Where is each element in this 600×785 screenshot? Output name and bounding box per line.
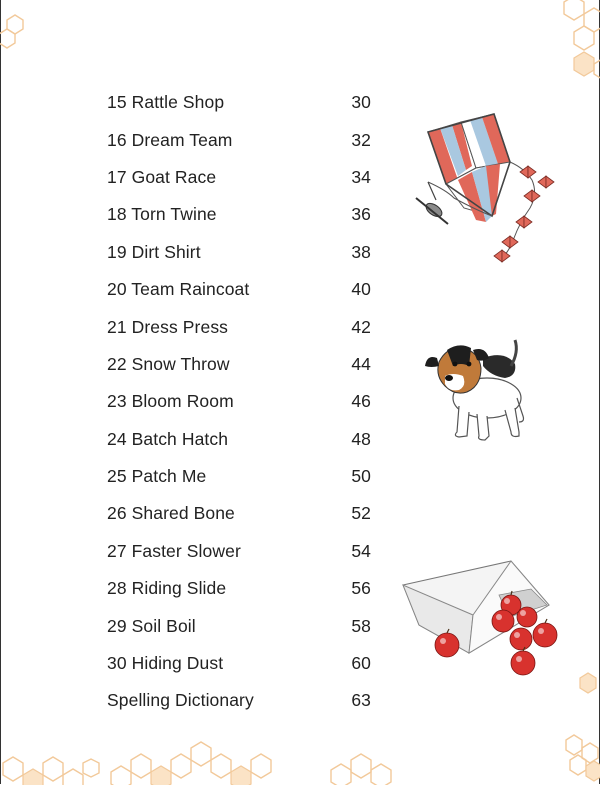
toc-entry: [107, 458, 371, 495]
honeycomb-top-right-decoration: [546, 0, 600, 95]
toc-entry-page-number: 40: [351, 279, 371, 300]
toc-entry-title: 30 Hiding Dust: [107, 653, 224, 674]
table-of-contents: [107, 84, 371, 720]
toc-entry-page-number: 36: [351, 204, 371, 225]
toc-entry: [107, 570, 371, 607]
toc-entry: [107, 271, 371, 308]
toc-entry-page-number: 44: [351, 353, 371, 374]
honeycomb-top-left-decoration: [1, 0, 31, 50]
toc-entry-page-number: 54: [351, 540, 371, 561]
toc-entry: [107, 121, 371, 158]
puppy-illustration: [419, 336, 534, 446]
toc-entry-page-number: 42: [351, 316, 371, 337]
toc-entry: [107, 421, 371, 458]
toc-entry: [107, 346, 371, 383]
toc-entry-page-number: 63: [351, 690, 371, 711]
toc-entry-page-number: 60: [351, 653, 371, 674]
toc-entry-title: 21 Dress Press: [107, 316, 229, 337]
toc-entry: [107, 196, 371, 233]
toc-entry-title: 19 Dirt Shirt: [107, 241, 201, 262]
toc-entry-page-number: 34: [351, 166, 371, 187]
toc-entry-title: 24 Batch Hatch: [107, 428, 229, 449]
toc-entry-page-number: 46: [351, 391, 371, 412]
toc-entry-title: 29 Soil Boil: [107, 615, 196, 636]
toc-entry-page-number: 50: [351, 466, 371, 487]
toc-entry-title: 28 Riding Slide: [107, 578, 227, 599]
toc-entry-page-number: 58: [351, 615, 371, 636]
toc-entry-title: 22 Snow Throw: [107, 353, 230, 374]
toc-entry: [107, 533, 371, 570]
apple-bag-illustration: [399, 555, 564, 680]
toc-entry: [107, 234, 371, 271]
toc-entry-page-number: 38: [351, 241, 371, 262]
kite-illustration: [406, 110, 576, 270]
toc-entry-page-number: 52: [351, 503, 371, 524]
toc-entry-title: 17 Goat Race: [107, 166, 217, 187]
toc-entry-title: 25 Patch Me: [107, 466, 207, 487]
toc-entry: [107, 607, 371, 644]
honeycomb-bottom-left-decoration: [1, 735, 111, 785]
toc-entry-page-number: 32: [351, 129, 371, 150]
toc-entry: [107, 645, 371, 682]
toc-entry: [107, 308, 371, 345]
toc-entry-title: 26 Shared Bone: [107, 503, 235, 524]
toc-entry: [107, 495, 371, 532]
toc-entry: [107, 84, 371, 121]
toc-entry-title: 18 Torn Twine: [107, 204, 217, 225]
toc-entry: [107, 682, 371, 719]
honeycomb-bottom-center-decoration: [101, 740, 401, 784]
toc-entry-title: 16 Dream Team: [107, 129, 233, 150]
toc-entry-page-number: 48: [351, 428, 371, 449]
toc-entry-title: 15 Rattle Shop: [107, 92, 225, 113]
toc-entry: [107, 383, 371, 420]
toc-entry-title: 27 Faster Slower: [107, 540, 241, 561]
toc-entry-title: 20 Team Raincoat: [107, 279, 250, 300]
toc-entry-title: Spelling Dictionary: [107, 690, 254, 711]
toc-entry-page-number: 30: [351, 92, 371, 113]
toc-entry-page-number: 56: [351, 578, 371, 599]
toc-entry: [107, 159, 371, 196]
toc-entry-title: 23 Bloom Room: [107, 391, 234, 412]
